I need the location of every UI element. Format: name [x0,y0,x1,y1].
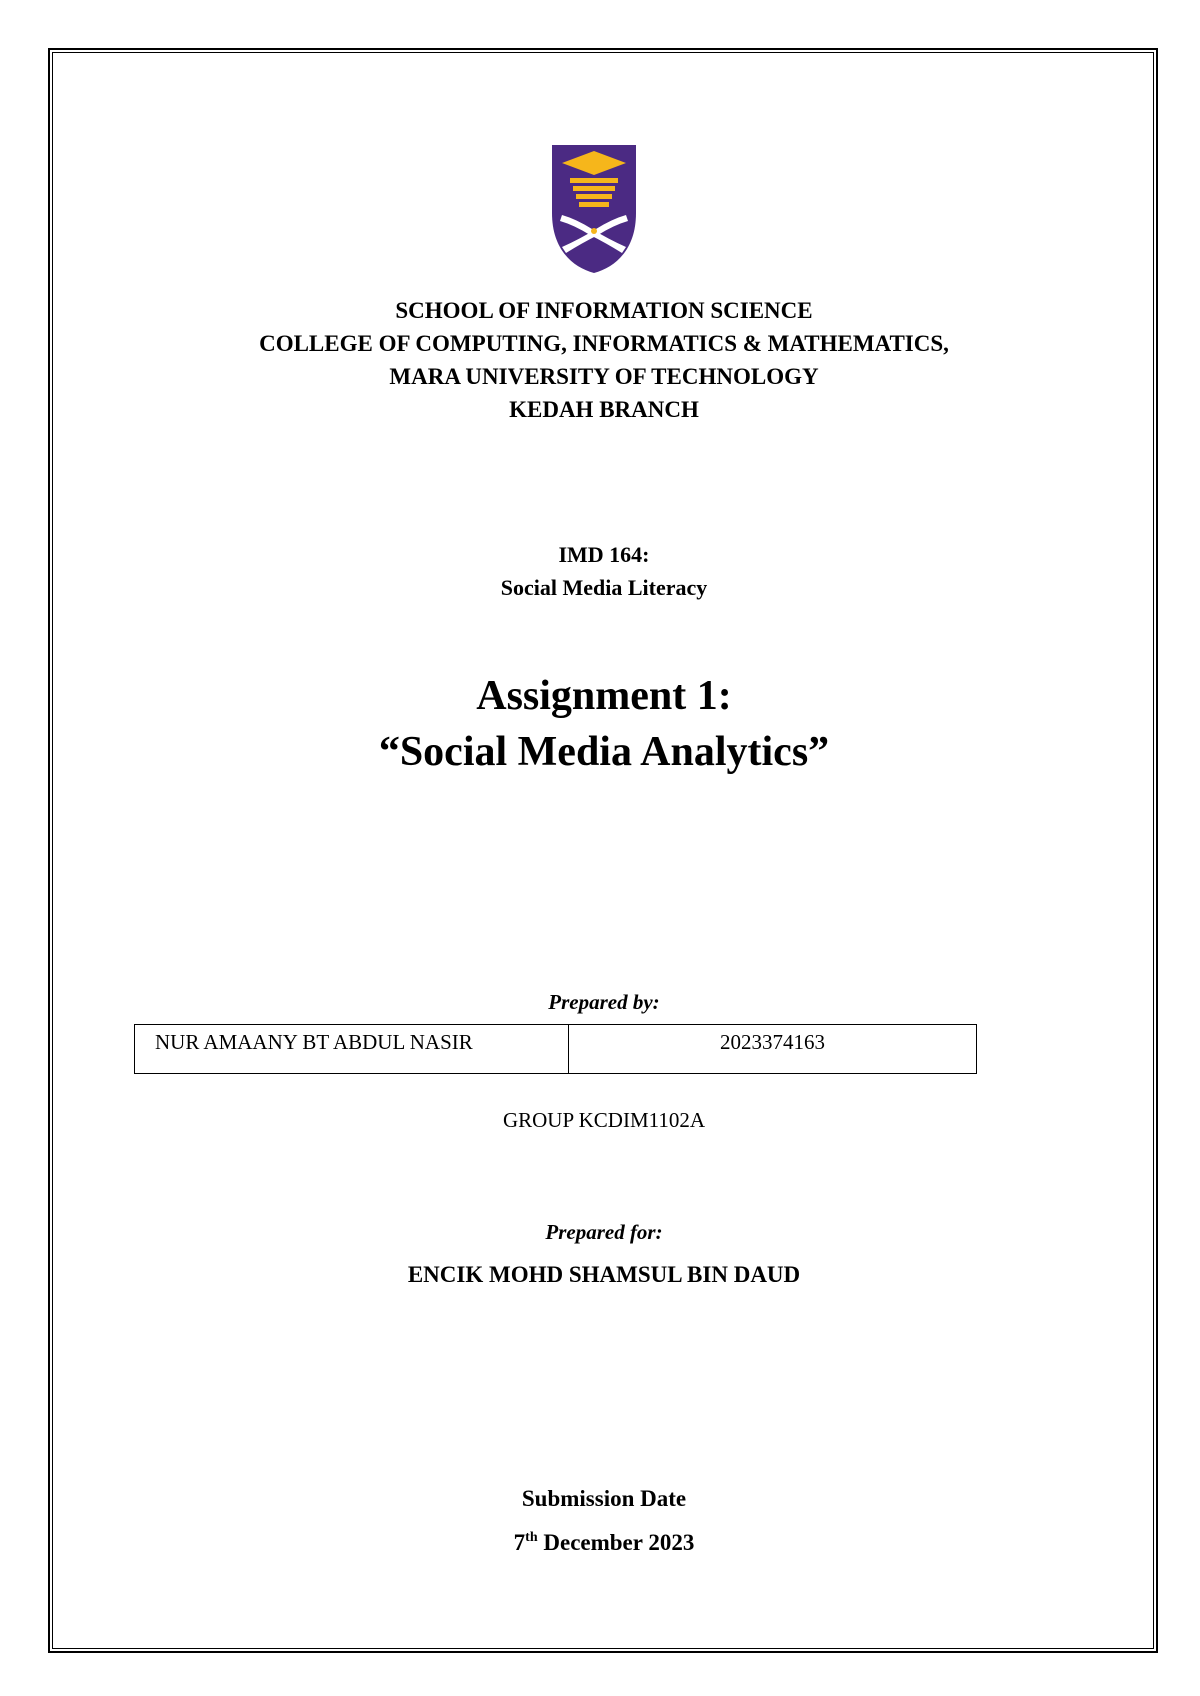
institution-heading [60,294,1148,426]
crest-book-stripe-4 [579,202,609,207]
assignment-title-block [60,668,1148,780]
page-border-inner [52,52,1154,1649]
student-name-cell: NUR AMAANY BT ABDUL NASIR [135,1025,569,1074]
institution-line-branch: KEDAH BRANCH [509,397,699,422]
university-crest-logo [552,145,636,273]
crest-book-stripe-1 [570,178,618,183]
submission-day-suffix: th [525,1530,538,1545]
table-row [135,1025,977,1074]
crest-book-stripe-3 [576,194,612,199]
student-table [134,1024,977,1074]
submission-day: 7 [513,1530,526,1555]
crest-center-dot [591,228,597,234]
assignment-subtitle: “Social Media Analytics” [378,729,830,775]
group-label: GROUP KCDIM1102A [502,1108,706,1132]
submission-date-label: Submission Date [521,1486,687,1511]
submission-month-year: December 2023 [543,1530,695,1555]
submission-date [60,1528,1148,1558]
institution-line-university: MARA UNIVERSITY OF TECHNOLOGY [389,364,819,389]
student-id-cell: 2023374163 [569,1025,977,1074]
prepared-for-label: Prepared for: [545,1220,663,1244]
prepared-by-label: Prepared by: [548,990,660,1014]
lecturer-name: ENCIK MOHD SHAMSUL BIN DAUD [407,1262,801,1287]
crest-book-stripe-2 [573,186,615,191]
assignment-title: Assignment 1: [476,673,732,719]
course-code: IMD 164: [558,542,650,567]
course-heading [60,538,1148,604]
course-name: Social Media Literacy [500,575,708,600]
institution-line-school: SCHOOL OF INFORMATION SCIENCE [395,298,813,323]
institution-line-college: COLLEGE OF COMPUTING, INFORMATICS & MATHEMATICS, [259,331,949,356]
